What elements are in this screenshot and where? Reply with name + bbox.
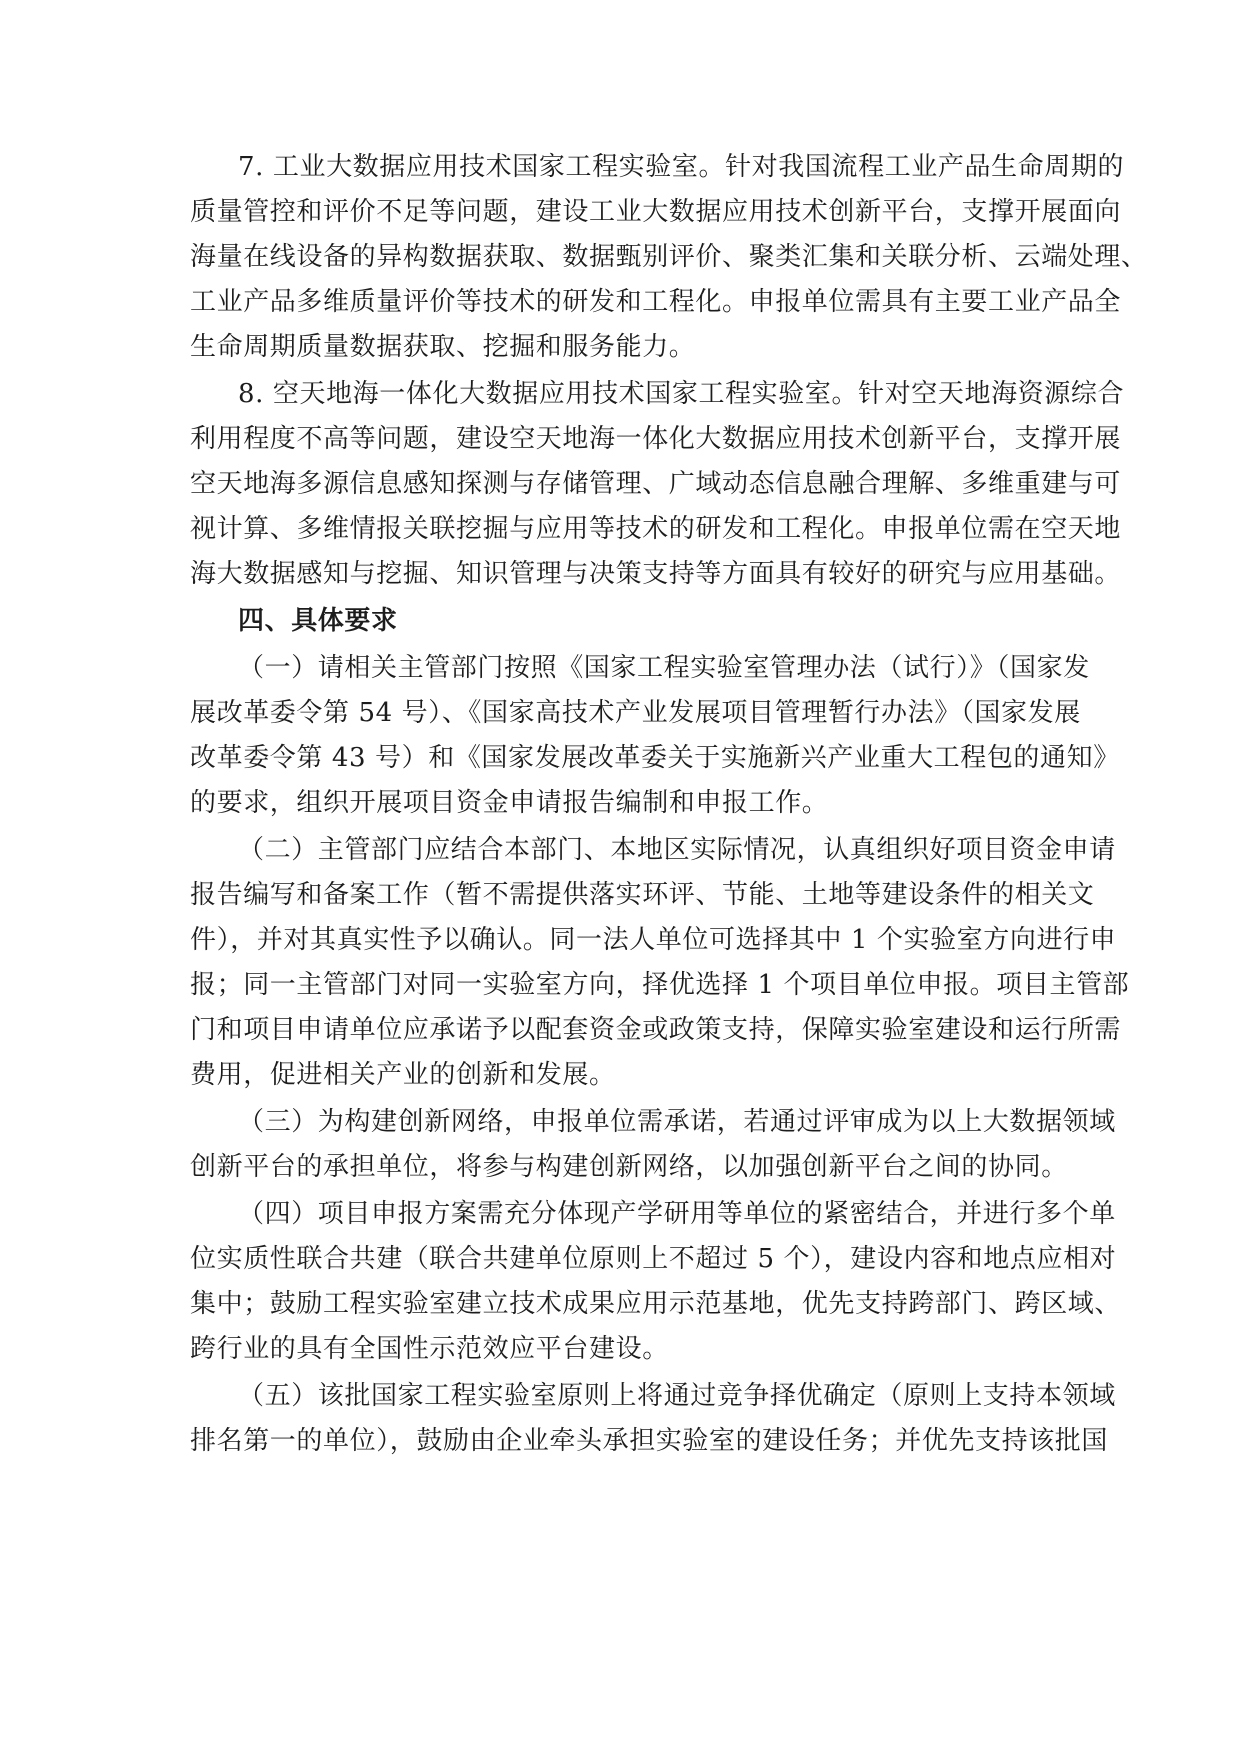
requirement-4-line-1: （四）项目申报方案需充分体现产学研用等单位的紧密结合，并进行多个单 xyxy=(238,1199,1116,1229)
requirement-4-line-3: 集中；鼓励工程实验室建立技术成果应用示范基地，优先支持跨部门、跨区域、 xyxy=(190,1289,1122,1319)
requirement-1-line-2: 展改革委令第 54 号）、《国家高技术产业发展项目管理暂行办法》（国家发展 xyxy=(190,698,1081,728)
requirement-2-line-3: 件），并对其真实性予以确认。同一法人单位可选择其中 1 个实验室方向进行申 xyxy=(190,925,1117,955)
paragraph-8-line-5: 海大数据感知与挖掘、知识管理与决策支持等方面具有较好的研究与应用基础。 xyxy=(190,559,1122,589)
requirement-5-line-1: （五）该批国家工程实验室原则上将通过竞争择优确定（原则上支持本领域 xyxy=(238,1381,1116,1411)
requirement-2-line-2: 报告编写和备案工作（暂不需提供落实环评、节能、土地等建设条件的相关文 xyxy=(190,880,1095,910)
paragraph-8-line-1: 8. 空天地海一体化大数据应用技术国家工程实验室。针对空天地海资源综合 xyxy=(238,379,1125,409)
requirement-4-line-2: 位实质性联合共建（联合共建单位原则上不超过 5 个），建设内容和地点应相对 xyxy=(190,1244,1117,1274)
requirement-1-line-4: 的要求，组织开展项目资金申请报告编制和申报工作。 xyxy=(190,788,829,818)
paragraph-7-line-3: 海量在线设备的异构数据获取、数据甄别评价、聚类汇集和关联分析、云端处理、 xyxy=(190,242,1148,272)
paragraph-7-line-4: 工业产品多维质量评价等技术的研发和工程化。申报单位需具有主要工业产品全 xyxy=(190,287,1122,317)
requirement-5-line-2: 排名第一的单位），鼓励由企业牵头承担实验室的建设任务；并优先支持该批国 xyxy=(190,1426,1109,1456)
requirement-2-line-6: 费用，促进相关产业的创新和发展。 xyxy=(190,1060,616,1090)
paragraph-7-line-2: 质量管控和评价不足等问题，建设工业大数据应用技术创新平台，支撑开展面向 xyxy=(190,197,1122,227)
requirement-1-line-3: 改革委令第 43 号）和《国家发展改革委关于实施新兴产业重大工程包的通知》 xyxy=(190,743,1120,773)
requirement-3-line-1: （三）为构建创新网络，申报单位需承诺，若通过评审成为以上大数据领域 xyxy=(238,1107,1116,1137)
requirement-2-line-1: （二）主管部门应结合本部门、本地区实际情况，认真组织好项目资金申请 xyxy=(238,835,1116,865)
paragraph-8-line-2: 利用程度不高等问题，建设空天地海一体化大数据应用技术创新平台，支撑开展 xyxy=(190,424,1122,454)
section-heading-requirements: 四、具体要求 xyxy=(238,606,398,636)
requirement-2-line-4: 报；同一主管部门对同一实验室方向，择优选择 1 个项目单位申报。项目主管部 xyxy=(190,970,1130,1000)
paragraph-8-line-4: 视计算、多维情报关联挖掘与应用等技术的研发和工程化。申报单位需在空天地 xyxy=(190,514,1122,544)
requirement-3-line-2: 创新平台的承担单位，将参与构建创新网络，以加强创新平台之间的协同。 xyxy=(190,1152,1068,1182)
paragraph-7-line-1: 7. 工业大数据应用技术国家工程实验室。针对我国流程工业产品生命周期的 xyxy=(238,152,1125,182)
paragraph-7-line-5: 生命周期质量数据获取、挖掘和服务能力。 xyxy=(190,332,696,362)
requirement-2-line-5: 门和项目申请单位应承诺予以配套资金或政策支持，保障实验室建设和运行所需 xyxy=(190,1015,1122,1045)
requirement-1-line-1: （一）请相关主管部门按照《国家工程实验室管理办法（试行）》（国家发 xyxy=(238,653,1090,683)
paragraph-8-line-3: 空天地海多源信息感知探测与存储管理、广域动态信息融合理解、多维重建与可 xyxy=(190,469,1122,499)
requirement-4-line-4: 跨行业的具有全国性示范效应平台建设。 xyxy=(190,1334,669,1364)
